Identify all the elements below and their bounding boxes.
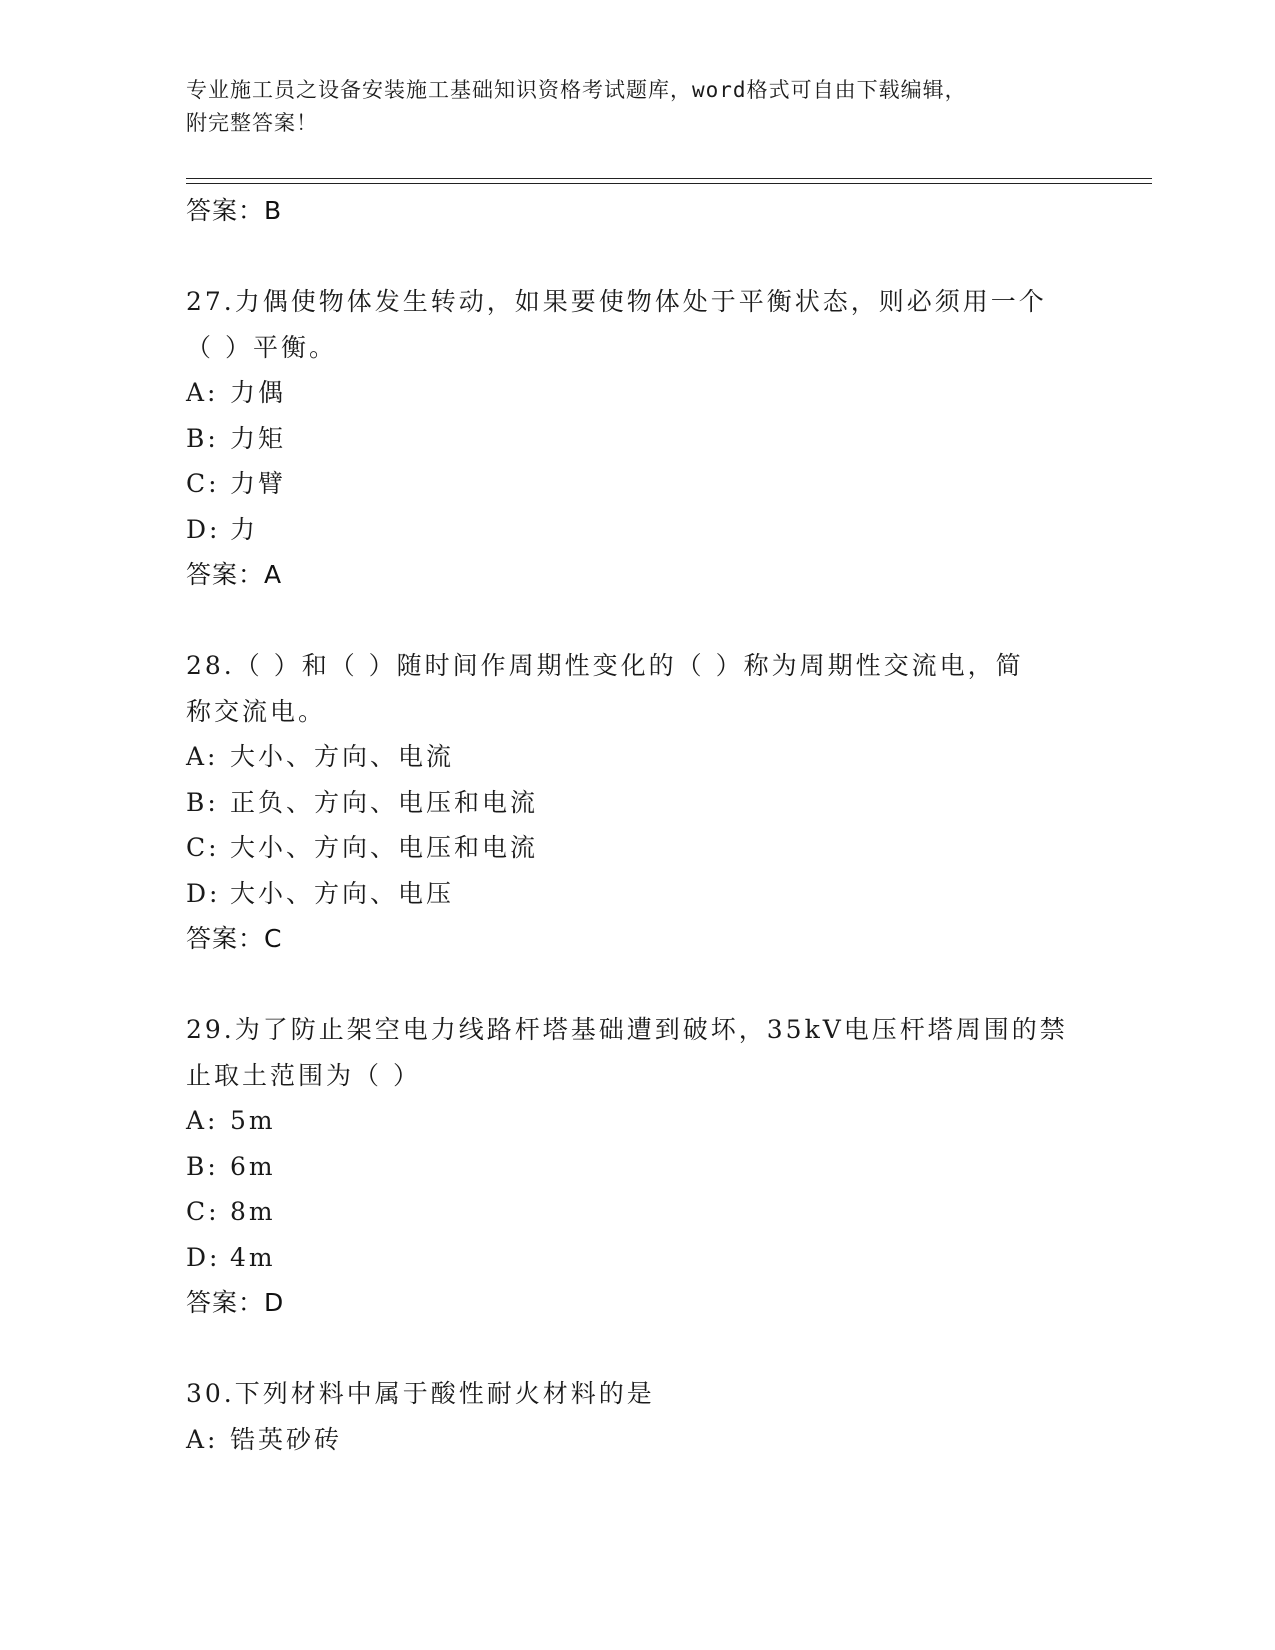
- option-d: [186, 1235, 1086, 1281]
- question-block: [186, 1007, 1086, 1326]
- question-stem: 29.为了防止架空电力线路杆塔基础遭到破坏，35kV电压杆塔周围的禁: [186, 1015, 1068, 1044]
- spacer: [186, 962, 1086, 1007]
- option-text: 正负、方向、电压和电流: [230, 787, 539, 817]
- option-b: [186, 416, 1086, 462]
- option-c: [186, 461, 1086, 507]
- option-a: [186, 1417, 1086, 1463]
- option-text: 锆英砂砖: [230, 1424, 343, 1454]
- option-label: D:: [186, 1242, 221, 1272]
- answer-line: 答案：A: [186, 560, 283, 589]
- option-text: 8m: [230, 1197, 276, 1226]
- option-a: [186, 1098, 1086, 1144]
- question-list: [186, 188, 1086, 1462]
- answer-line: 答案：C: [186, 924, 283, 953]
- header-divider-top: [186, 178, 1152, 179]
- option-text: 5m: [230, 1106, 276, 1135]
- spacer: [186, 1326, 1086, 1371]
- option-a: [186, 370, 1086, 416]
- header-divider-bottom: [186, 183, 1152, 184]
- option-label: D:: [186, 514, 221, 544]
- option-label: B:: [186, 1151, 219, 1181]
- option-text: 大小、方向、电流: [230, 742, 455, 771]
- option-d: [186, 507, 1086, 553]
- question-stem: 28.（ ）和（ ）随时间作周期性变化的（ ）称为周期性交流电，简: [186, 651, 1024, 680]
- option-text: 大小、方向、电压: [230, 878, 455, 908]
- option-text: 4m: [230, 1242, 276, 1272]
- header-line-2: 附完整答案！: [186, 111, 318, 135]
- answer-line: 答案：B: [186, 196, 283, 225]
- question-stem: 止取土范围为（ ）: [186, 1060, 421, 1090]
- option-text: 力偶: [230, 378, 287, 407]
- question-block: [186, 643, 1086, 962]
- spacer: [186, 598, 1086, 643]
- option-label: C:: [186, 833, 220, 862]
- question-stem: （ ）平衡。: [186, 332, 337, 362]
- spacer: [186, 234, 1086, 279]
- option-label: A:: [186, 742, 219, 771]
- option-label: C:: [186, 1197, 220, 1226]
- question-block: [186, 1371, 1086, 1462]
- option-c: [186, 825, 1086, 871]
- option-label: A:: [186, 378, 219, 407]
- option-text: 力矩: [230, 423, 287, 453]
- page-header: [186, 74, 1066, 140]
- option-a: [186, 734, 1086, 780]
- option-c: [186, 1189, 1086, 1235]
- answer-line: 答案：D: [186, 1288, 285, 1317]
- option-label: A:: [186, 1106, 219, 1135]
- option-text: 力: [230, 514, 259, 544]
- option-b: [186, 780, 1086, 826]
- option-text: 力臂: [230, 469, 287, 498]
- question-stem: 称交流电。: [186, 696, 327, 726]
- option-label: C:: [186, 469, 220, 498]
- question-stem: 27.力偶使物体发生转动，如果要使物体处于平衡状态，则必须用一个: [186, 287, 1047, 316]
- question-stem: 30.下列材料中属于酸性耐火材料的是: [186, 1379, 655, 1408]
- option-text: 大小、方向、电压和电流: [230, 833, 539, 862]
- option-label: D:: [186, 878, 221, 908]
- option-label: B:: [186, 423, 219, 453]
- option-text: 6m: [230, 1151, 276, 1181]
- option-label: B:: [186, 787, 219, 817]
- option-b: [186, 1144, 1086, 1190]
- option-label: A:: [186, 1424, 219, 1454]
- option-d: [186, 871, 1086, 917]
- question-block: [186, 279, 1086, 598]
- header-line-1: 专业施工员之设备安装施工基础知识资格考试题库，word格式可自由下载编辑，: [186, 78, 967, 102]
